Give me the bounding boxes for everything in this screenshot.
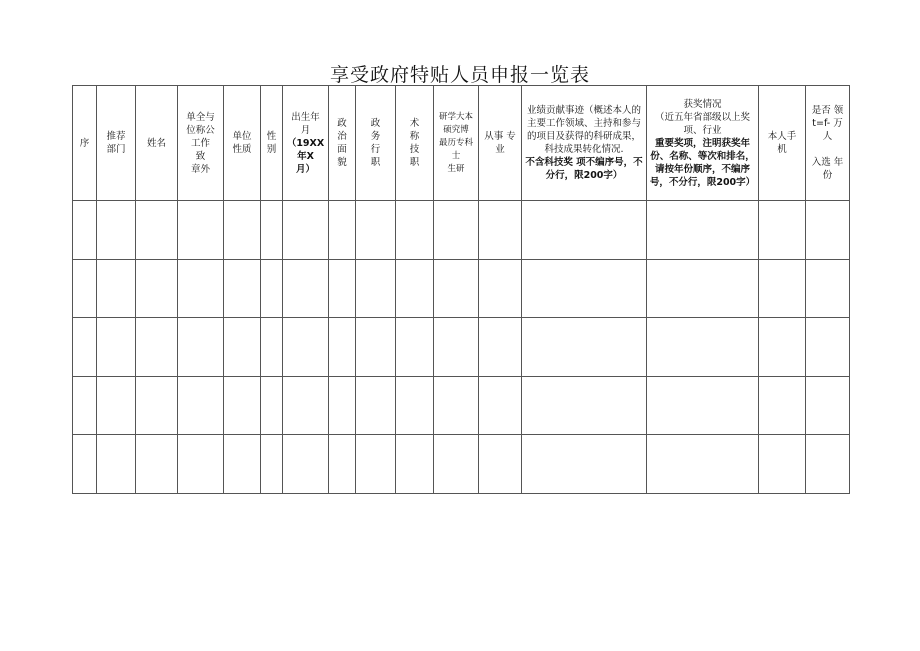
table-cell[interactable]	[136, 259, 178, 318]
header-awards-desc: 获奖情况 （近五年省部级以上奖项、行业	[654, 98, 750, 136]
header-political-status: 政 治 面 貌	[329, 86, 356, 201]
table-cell[interactable]	[806, 376, 850, 435]
table-cell[interactable]	[136, 435, 178, 494]
header-name: 姓名	[136, 86, 178, 201]
table-cell[interactable]	[356, 318, 396, 377]
table-cell[interactable]	[396, 201, 434, 260]
table-cell[interactable]	[283, 435, 329, 494]
table-cell[interactable]	[224, 376, 261, 435]
table-cell[interactable]	[136, 201, 178, 260]
table-cell[interactable]	[178, 435, 224, 494]
table-cell[interactable]	[283, 259, 329, 318]
table-cell[interactable]	[224, 201, 261, 260]
table-cell[interactable]	[479, 376, 522, 435]
table-cell[interactable]	[647, 318, 759, 377]
header-awards-note: 重要奖项，注明获奖年份、名称、等次和排名，请按年份顺序，不编序号，不分行，限200字）	[649, 137, 756, 188]
table-cell[interactable]	[261, 259, 283, 318]
table-cell[interactable]	[396, 259, 434, 318]
header-phone: 本人手 机	[759, 86, 806, 201]
header-birth	[283, 86, 329, 201]
table-cell[interactable]	[356, 435, 396, 494]
table-cell[interactable]	[759, 376, 806, 435]
header-row	[73, 86, 850, 201]
table-cell[interactable]	[136, 376, 178, 435]
table-cell[interactable]	[479, 318, 522, 377]
table-cell[interactable]	[73, 435, 97, 494]
page-title: 享受政府特贴人员申报一览表	[329, 64, 590, 86]
table-cell[interactable]	[522, 376, 647, 435]
table-cell[interactable]	[759, 435, 806, 494]
table-cell[interactable]	[806, 318, 850, 377]
table-cell[interactable]	[97, 435, 136, 494]
table-cell[interactable]	[479, 201, 522, 260]
table-cell[interactable]	[178, 318, 224, 377]
table-cell[interactable]	[283, 318, 329, 377]
table-cell[interactable]	[434, 435, 479, 494]
header-education: 研学大本硕究博 最历专科士 生研	[434, 86, 479, 201]
table-cell[interactable]	[97, 201, 136, 260]
table-cell[interactable]	[261, 201, 283, 260]
table-cell[interactable]	[329, 259, 356, 318]
table-cell[interactable]	[261, 435, 283, 494]
header-unit-nature: 单位 性质	[224, 86, 261, 201]
table-cell[interactable]	[522, 318, 647, 377]
declaration-table	[72, 85, 850, 494]
header-awards	[647, 86, 759, 201]
table-cell[interactable]	[479, 435, 522, 494]
header-selected-year: 是否 领 t=f- 万 人 入选 年 份	[806, 86, 850, 201]
table-row	[73, 201, 850, 260]
table-cell[interactable]	[434, 318, 479, 377]
table-cell[interactable]	[522, 435, 647, 494]
table-cell[interactable]	[261, 318, 283, 377]
table-cell[interactable]	[178, 201, 224, 260]
table-cell[interactable]	[261, 376, 283, 435]
table-cell[interactable]	[434, 201, 479, 260]
table-cell[interactable]	[434, 259, 479, 318]
header-admin-post: 政 务 行 职	[356, 86, 396, 201]
table-cell[interactable]	[522, 201, 647, 260]
table-cell[interactable]	[329, 435, 356, 494]
table-cell[interactable]	[73, 376, 97, 435]
table-cell[interactable]	[647, 259, 759, 318]
header-achievements-desc: 业绩贡献事迹（概述本人的主要工作领域、主持和参与的项目及获得的科研成果，科技成果转化情况.	[526, 105, 641, 156]
table-body	[73, 201, 850, 494]
header-recommending-dept: 推荐 部门	[97, 86, 136, 201]
table-cell[interactable]	[97, 318, 136, 377]
table-cell[interactable]	[224, 318, 261, 377]
table-cell[interactable]	[178, 259, 224, 318]
table-row	[73, 435, 850, 494]
header-gender: 性 别	[261, 86, 283, 201]
table-cell[interactable]	[329, 376, 356, 435]
table-cell[interactable]	[647, 201, 759, 260]
table-cell[interactable]	[647, 376, 759, 435]
header-tech-title: 术 称 技 职	[396, 86, 434, 201]
table-cell[interactable]	[396, 318, 434, 377]
table-cell[interactable]	[759, 318, 806, 377]
table-cell[interactable]	[73, 259, 97, 318]
table-cell[interactable]	[806, 259, 850, 318]
table-cell[interactable]	[479, 259, 522, 318]
header-seq: 序	[73, 86, 97, 201]
table-cell[interactable]	[97, 376, 136, 435]
table-cell[interactable]	[396, 435, 434, 494]
table-cell[interactable]	[224, 435, 261, 494]
table-cell[interactable]	[224, 259, 261, 318]
table-cell[interactable]	[522, 259, 647, 318]
table-cell[interactable]	[73, 201, 97, 260]
table-cell[interactable]	[97, 259, 136, 318]
table-cell[interactable]	[434, 376, 479, 435]
table-cell[interactable]	[356, 376, 396, 435]
table-cell[interactable]	[283, 376, 329, 435]
header-profession: 从事 专 业	[479, 86, 522, 201]
table-cell[interactable]	[329, 318, 356, 377]
table-row	[73, 259, 850, 318]
table-cell[interactable]	[356, 201, 396, 260]
table-cell[interactable]	[759, 201, 806, 260]
header-achievements	[522, 86, 647, 201]
table-row	[73, 318, 850, 377]
table-cell[interactable]	[356, 259, 396, 318]
header-birth-format: （19XX 年X 月）	[286, 137, 325, 175]
table-cell[interactable]	[329, 201, 356, 260]
header-unit-full-name: 单全与 位称公 工作 致 章外	[178, 86, 224, 201]
table-cell[interactable]	[283, 201, 329, 260]
table-cell[interactable]	[806, 435, 850, 494]
table-cell[interactable]	[396, 376, 434, 435]
table-cell[interactable]	[136, 318, 178, 377]
header-birth-label: 出生年 月	[291, 111, 320, 136]
table-cell[interactable]	[806, 201, 850, 260]
table-cell[interactable]	[647, 435, 759, 494]
table-cell[interactable]	[759, 259, 806, 318]
table-row	[73, 376, 850, 435]
header-achievements-note: 不含科技奖 项不编序号，不分行，限200字）	[525, 157, 643, 182]
table-cell[interactable]	[73, 318, 97, 377]
table-cell[interactable]	[178, 376, 224, 435]
